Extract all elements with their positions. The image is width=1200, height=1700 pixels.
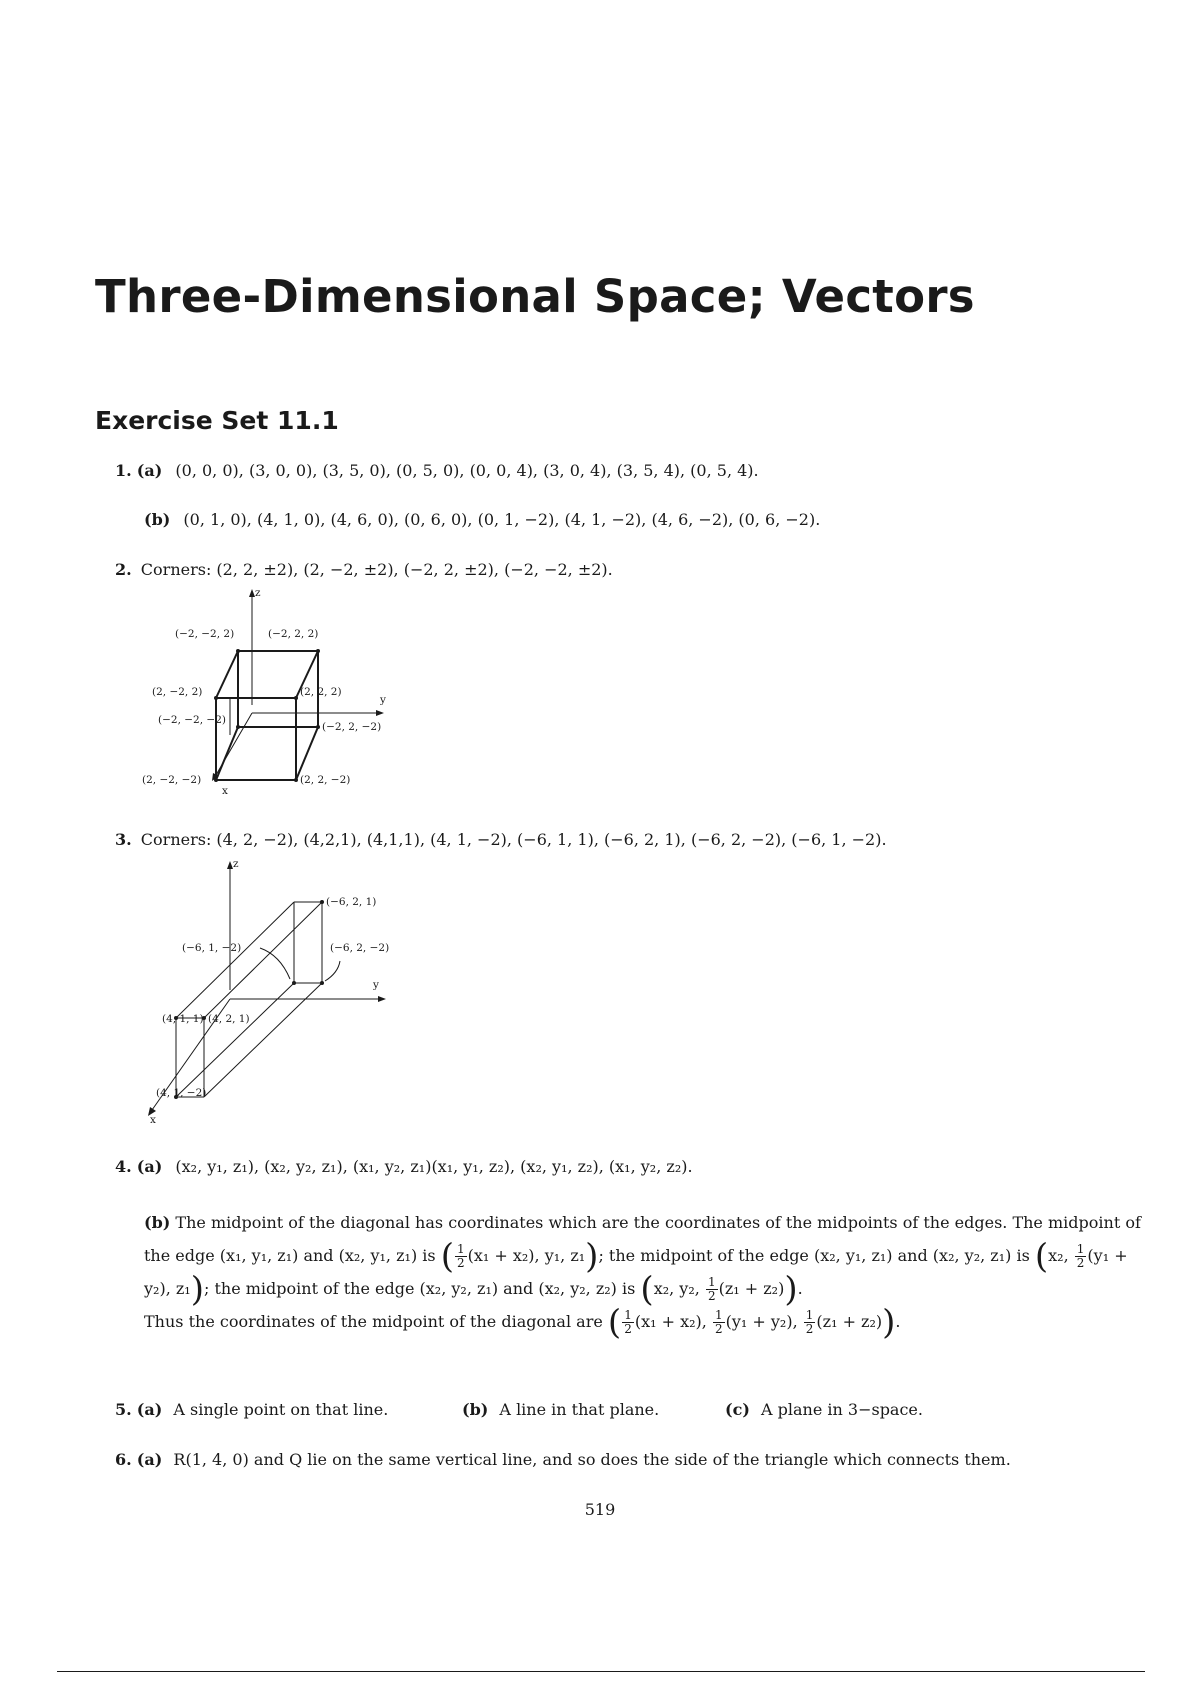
math-expr: (y₁ + y₂), z₁ [144, 1246, 1128, 1298]
axis-label-y: y [373, 979, 379, 991]
exercise-number: 1. [115, 461, 132, 480]
exercise-1b [144, 510, 820, 530]
exercise-4b: (b) The midpoint of the diagonal has coordinates which are the coordinates of the midpoints of the edges. The midpoint of the edge (x₁, y₁, z₁) and (x₂, y₁, z₁) is ( $\frac{1}{2}$ (x₁ + x₂), y₁, z₁); the midpoint of the edge (x₂, y₁, z₁) and (x₂, y₂, z₁) is (x₂, $\frac{1}{2}$ (y₁ + y₂), z₁); the midpoint of the edge (x₂, y₂, z₁) and (x₂, y₂, z₂) is (x₂, y₂, $\frac{1}{2}$ (z₁ + z₂)). Thus the coordinates of the midpoint of the diagonal are ( $\frac{1}{2}$ (x₁ + x₂), $\frac{1}{2}$ (y₁ + y₂), $\frac{1}{2}$ (z₁ + z₂)). [144, 1213, 1141, 1343]
exercise-number: 6. [115, 1450, 132, 1469]
point-label: (2, 2, −2) [300, 774, 351, 786]
paren-open: ( [640, 1269, 654, 1310]
answer-text: A line in that plane. [499, 1400, 660, 1419]
fraction-half: $\frac{1}{2}$ [707, 1275, 716, 1303]
axis-label-y: y [380, 694, 386, 706]
point-label: (−2, 2, 2) [268, 628, 319, 640]
exercise-2 [115, 560, 613, 580]
paren-open: ( [440, 1236, 454, 1277]
point-label: (−2, −2, 2) [175, 628, 235, 640]
part-label: (a) [136, 1157, 163, 1176]
fraction-half: $\frac{1}{2}$ [1076, 1242, 1085, 1270]
page-number: 519 [584, 1500, 616, 1519]
answer-text: A plane in 3−space. [760, 1400, 923, 1419]
math-expr: (x₁ + x₂), y₁, z₁ [467, 1246, 586, 1265]
point-label: (2, 2, 2) [300, 686, 342, 698]
paren-open: ( [607, 1302, 622, 1343]
exercise-5 [115, 1400, 388, 1420]
exercise-number: 3. [115, 830, 132, 849]
point-label: (4, 1, 1) [162, 1013, 204, 1025]
part-label: (a) [136, 1400, 163, 1419]
part-label: (b) [462, 1400, 489, 1419]
point-label: (−6, 1, −2) [182, 942, 242, 954]
math-expr: x₂, [1048, 1246, 1069, 1265]
exercise-6 [115, 1450, 1011, 1470]
fraction-half: $\frac{1}{2}$ [805, 1308, 814, 1336]
point-label: (2, −2, 2) [152, 686, 203, 698]
part-label: (b) [144, 1213, 171, 1232]
exercise-1a [115, 461, 759, 481]
part-label: (a) [136, 1450, 163, 1469]
answer-text: The midpoint of the diagonal has coordinates which are the coordinates of the midpoints of the edges. The midpoint of the edge (x₁, y₁, z₁) and (x₂, y₁, z₁) is [144, 1213, 1141, 1265]
answer-text: ; the midpoint of the edge (x₂, y₁, z₁) and (x₂, y₂, z₁) is [598, 1246, 1030, 1265]
point-label: (−6, 2, 1) [326, 896, 377, 908]
axis-label-x: x [222, 785, 228, 797]
part-label: (c) [725, 1400, 750, 1419]
answer-text: R(1, 4, 0) and Q lie on the same vertical line, and so does the side of the triangle which connects them. [173, 1450, 1011, 1469]
answer-text: (0, 0, 0), (3, 0, 0), (3, 5, 0), (0, 5, 0), (0, 0, 4), (3, 0, 4), (3, 5, 4), (0, 5, 4). [175, 461, 759, 480]
math-expr: x₂, y₂, [653, 1279, 700, 1298]
fraction-half: $\frac{1}{2}$ [456, 1242, 465, 1270]
point-label: (4, 1, −2) [156, 1087, 207, 1099]
answer-text: Thus the coordinates of the midpoint of the diagonal are [144, 1312, 603, 1331]
answer-text: Corners: (4, 2, −2), (4,2,1), (4,1,1), (4, 1, −2), (−6, 1, 1), (−6, 2, 1), (−6, 2, −2), (−6, 1, −2). [140, 830, 887, 849]
section-title: Exercise Set 11.1 [95, 406, 339, 435]
answer-text: A single point on that line. [173, 1400, 389, 1419]
math-expr: (x₁ + x₂), [634, 1312, 707, 1331]
exercise-number: 2. [115, 560, 132, 579]
point-label: (2, −2, −2) [142, 774, 202, 786]
fraction-half: $\frac{1}{2}$ [714, 1308, 723, 1336]
math-expr: (z₁ + z₂) [718, 1279, 785, 1298]
axis-label-z: z [255, 587, 261, 599]
point-label: (−2, −2, −2) [158, 714, 226, 726]
part-label: (b) [144, 510, 171, 529]
exercise-number: 5. [115, 1400, 132, 1419]
answer-text: Corners: (2, 2, ±2), (2, −2, ±2), (−2, 2, ±2), (−2, −2, ±2). [140, 560, 613, 579]
paren-close: ) [784, 1269, 798, 1310]
fraction-half: $\frac{1}{2}$ [624, 1308, 632, 1336]
paren-close: ) [190, 1269, 204, 1310]
axis-label-x: x [150, 1114, 156, 1125]
answer-text: ; the midpoint of the edge (x₂, y₂, z₁) and (x₂, y₂, z₂) is [203, 1279, 636, 1298]
exercise-5b [462, 1400, 659, 1420]
box-figure-3 [140, 855, 400, 1125]
exercise-4a [115, 1157, 693, 1177]
paren-close: ) [882, 1302, 896, 1343]
exercise-5c [725, 1400, 923, 1420]
point-label: (−6, 2, −2) [330, 942, 390, 954]
math-expr: (y₁ + y₂), [725, 1312, 798, 1331]
point-label: (4, 2, 1) [208, 1013, 250, 1025]
math-expr: (z₁ + z₂) [816, 1312, 883, 1331]
paren-open: ( [1034, 1236, 1049, 1277]
paren-close: ) [585, 1236, 599, 1277]
answer-text: (x₂, y₁, z₁), (x₂, y₂, z₁), (x₁, y₂, z₁)(x₁, y₁, z₂), (x₂, y₁, z₂), (x₁, y₂, z₂). [175, 1157, 693, 1176]
axis-label-z: z [233, 858, 239, 870]
part-label: (a) [136, 461, 163, 480]
footer-rule [57, 1671, 1145, 1672]
exercise-number: 4. [115, 1157, 132, 1176]
box-figure-2 [130, 585, 390, 800]
chapter-title: Three-Dimensional Space; Vectors [95, 270, 975, 323]
answer-text: (0, 1, 0), (4, 1, 0), (4, 6, 0), (0, 6, 0), (0, 1, −2), (4, 1, −2), (4, 6, −2), (0, 6, −2). [183, 510, 821, 529]
point-label: (−2, 2, −2) [322, 721, 382, 733]
exercise-3 [115, 830, 887, 850]
